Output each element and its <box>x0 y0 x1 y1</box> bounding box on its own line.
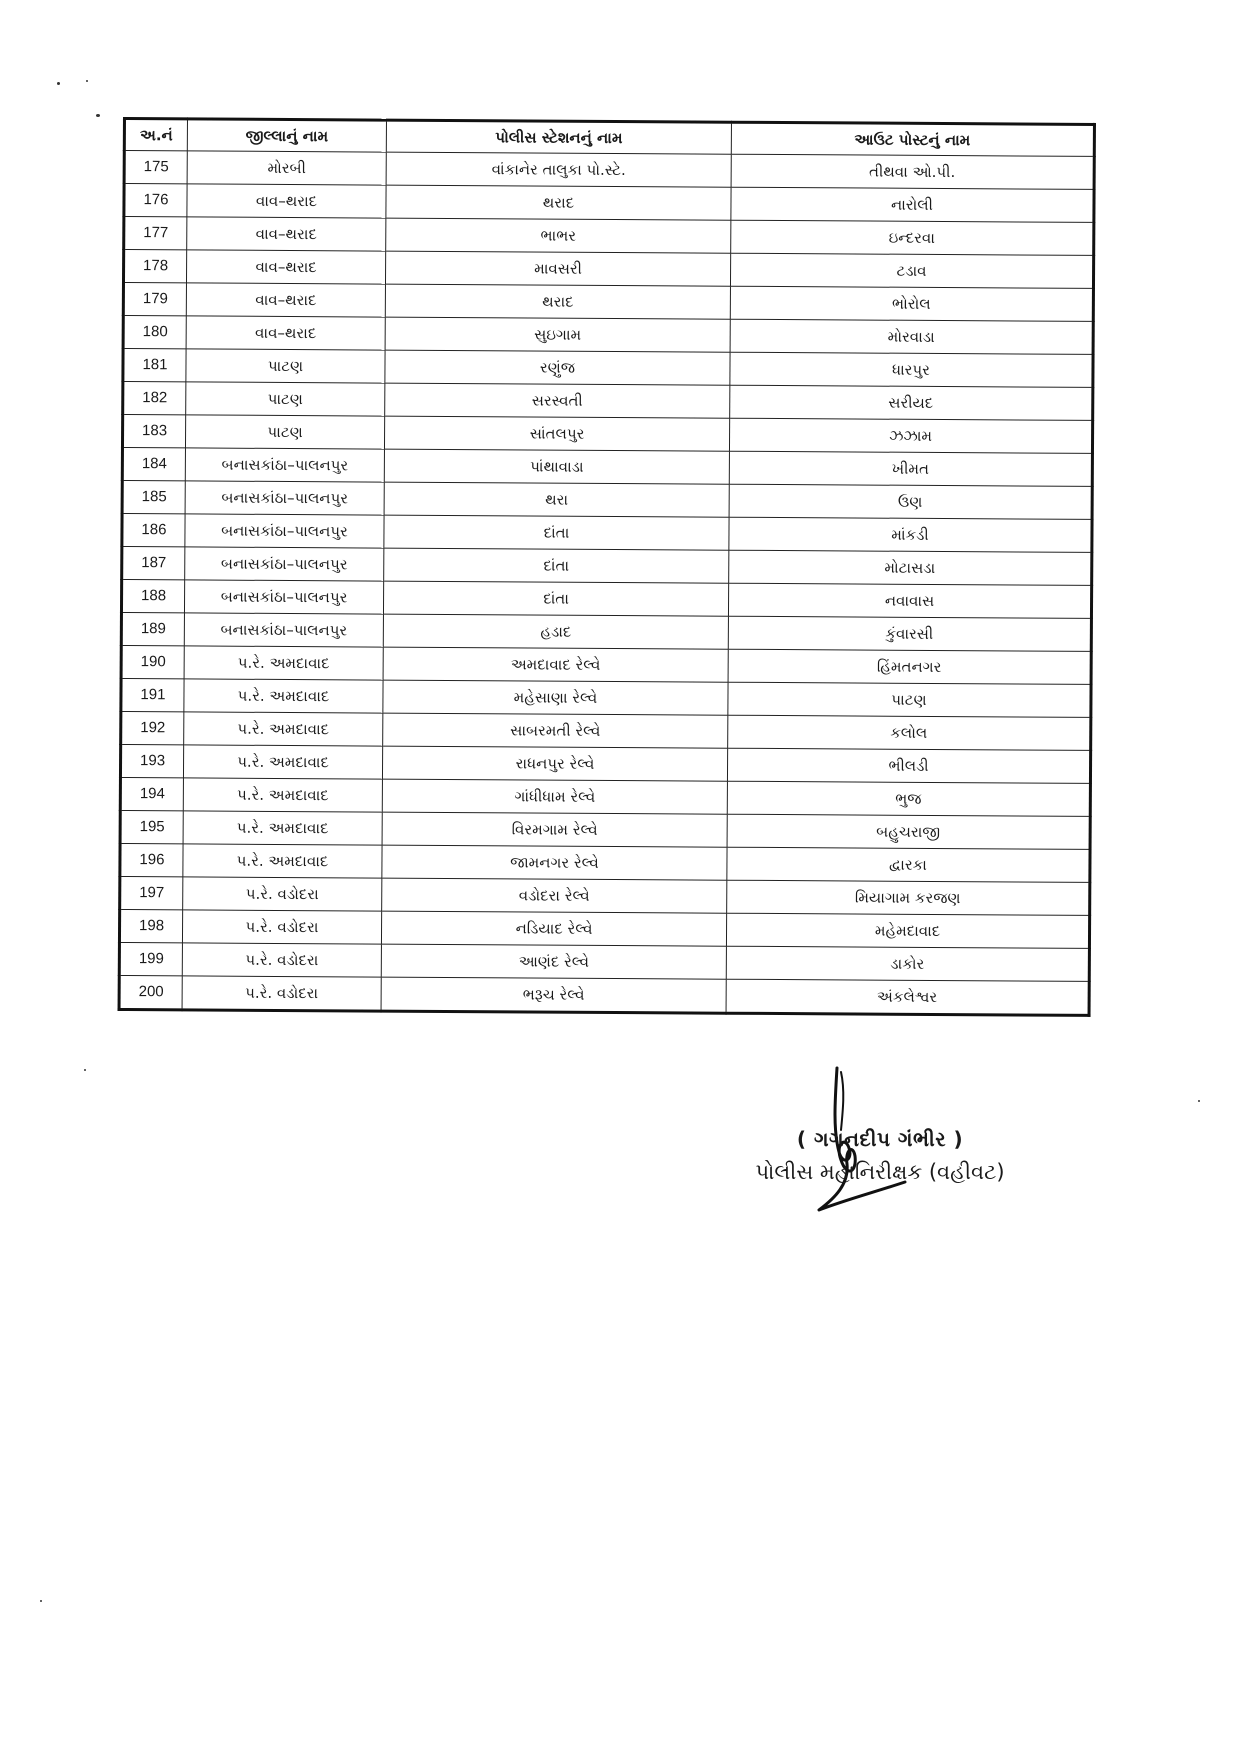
row-police-station: જામનગર રેલ્વે <box>382 845 727 880</box>
row-serial: 180 <box>123 316 186 349</box>
header-police-station: પોલીસ સ્ટેશનનું નામ <box>386 120 731 154</box>
row-outpost: ડાકોર <box>726 946 1089 981</box>
row-district: પ.રે. વડોદરા <box>183 877 382 911</box>
row-serial: 189 <box>121 612 184 645</box>
row-police-station: વડોદરા રેલ્વે <box>382 878 727 913</box>
row-police-station: માવસરી <box>385 251 730 286</box>
signatory-name: ( ગગનદીપ ગંભીર ) <box>796 1127 964 1151</box>
row-outpost: ભુજ <box>727 781 1090 816</box>
row-outpost: બહુચરાજી <box>727 814 1090 849</box>
row-district: પ.રે. અમદાવાદ <box>183 745 382 779</box>
row-serial: 177 <box>124 217 187 250</box>
row-police-station: હડાદ <box>383 614 728 649</box>
row-outpost: કલોલ <box>728 715 1091 750</box>
row-serial: 193 <box>120 744 183 777</box>
header-district: જીલ્લાનું નામ <box>187 119 386 152</box>
row-serial: 190 <box>121 645 184 678</box>
row-police-station: થરાદ <box>385 284 730 319</box>
row-police-station: સરસ્વતી <box>385 383 730 418</box>
row-police-station: ગાંધીધામ રેલ્વે <box>382 779 727 814</box>
row-district: મોરબી <box>187 151 386 185</box>
row-outpost: તીથવા ઓ.પી. <box>731 154 1094 189</box>
scan-speck <box>1198 1100 1200 1102</box>
row-district: બનાસકાંઠા–પાલનપુર <box>184 580 383 614</box>
row-district: બનાસકાંઠા–પાલનપુર <box>185 448 384 482</box>
row-district: બનાસકાંઠા–પાલનપુર <box>185 481 384 515</box>
row-police-station: નડિયાદ રેલ્વે <box>381 911 726 946</box>
row-serial: 187 <box>122 547 185 580</box>
row-district: પ.રે. વડોદરા <box>182 943 381 977</box>
row-police-station: સુઇગામ <box>385 317 730 352</box>
row-district: પ.રે. વડોદરા <box>182 910 381 944</box>
row-outpost: મોરવાડા <box>730 319 1093 354</box>
row-district: પ.રે. અમદાવાદ <box>183 811 382 845</box>
row-outpost: દ્વારકા <box>727 847 1090 882</box>
row-police-station: વિરમગામ રેલ્વે <box>382 812 727 847</box>
row-serial: 199 <box>119 942 182 975</box>
row-district: વાવ–થરાદ <box>187 217 386 251</box>
row-district: બનાસકાંઠા–પાલનપુર <box>185 514 384 548</box>
row-serial: 182 <box>123 382 186 415</box>
row-outpost: મહેમદાવાદ <box>726 913 1089 948</box>
row-police-station: થરા <box>384 482 729 517</box>
row-district: પ.રે. અમદાવાદ <box>184 646 383 680</box>
row-district: પ.રે. અમદાવાદ <box>183 778 382 812</box>
row-outpost: પાટણ <box>728 682 1091 717</box>
row-district: પ.રે. અમદાવાદ <box>184 712 383 746</box>
row-police-station: ભરૂચ રેલ્વે <box>381 977 726 1013</box>
row-outpost: ભીલડી <box>727 748 1090 783</box>
row-police-station: થરાદ <box>386 185 731 220</box>
row-serial: 175 <box>124 151 187 184</box>
row-police-station: વાંકાનેર તાલુકા પો.સ્ટે. <box>386 152 731 187</box>
row-district: પ.રે. અમદાવાદ <box>183 844 382 878</box>
row-police-station: દાંતા <box>384 515 729 550</box>
scan-speck <box>84 1069 86 1071</box>
row-serial: 197 <box>120 876 183 909</box>
row-serial: 185 <box>122 481 185 514</box>
row-serial: 188 <box>121 580 184 613</box>
row-outpost: મોટાસડા <box>729 550 1092 585</box>
scan-speck <box>86 80 88 82</box>
header-outpost: આઉટ પોસ્ટનું નામ <box>731 122 1094 156</box>
table-body <box>119 151 1094 1016</box>
row-district: પાટણ <box>186 382 385 416</box>
row-outpost: નવાવાસ <box>728 583 1091 618</box>
row-outpost: ટડાવ <box>730 253 1093 288</box>
row-district: પ.રે. અમદાવાદ <box>184 679 383 713</box>
row-district: પાટણ <box>185 415 384 449</box>
row-serial: 195 <box>120 810 183 843</box>
row-district: પાટણ <box>186 349 385 383</box>
row-serial: 192 <box>121 711 184 744</box>
row-district: બનાસકાંઠા–પાલનપુર <box>184 613 383 647</box>
outpost-table <box>118 117 1096 1017</box>
row-district: પ.રે. વડોદરા <box>182 976 381 1011</box>
row-outpost: માંકડી <box>729 517 1092 552</box>
row-serial: 198 <box>119 909 182 942</box>
row-police-station: દાંતા <box>384 548 729 583</box>
row-police-station: સાંતલપુર <box>384 416 729 451</box>
row-police-station: દાંતા <box>383 581 728 616</box>
row-police-station: પાંથાવાડા <box>384 449 729 484</box>
row-outpost: અંકલેશ્વર <box>726 979 1089 1015</box>
row-serial: 194 <box>120 777 183 810</box>
row-police-station: સાબરમતી રેલ્વે <box>383 713 728 748</box>
row-district: બનાસકાંઠા–પાલનપુર <box>185 547 384 581</box>
row-district: વાવ–થરાદ <box>186 250 385 284</box>
scan-speck <box>57 82 60 85</box>
row-serial: 183 <box>122 415 185 448</box>
row-district: વાવ–થરાદ <box>186 316 385 350</box>
row-serial: 196 <box>120 843 183 876</box>
row-outpost: મિયાગામ કરજણ <box>727 880 1090 915</box>
row-outpost: ઇન્દરવા <box>731 220 1094 255</box>
row-serial: 191 <box>121 678 184 711</box>
row-outpost: ધારપુર <box>730 352 1093 387</box>
row-outpost: ઝઝામ <box>729 418 1092 453</box>
row-outpost: કુંવારસી <box>728 616 1091 651</box>
row-serial: 178 <box>123 250 186 283</box>
row-district: વાવ–થરાદ <box>186 283 385 317</box>
row-police-station: અમદાવાદ રેલ્વે <box>383 647 728 682</box>
scan-speck <box>40 1600 42 1602</box>
row-outpost: ભોરોલ <box>730 286 1093 321</box>
row-serial: 176 <box>124 184 187 217</box>
row-serial: 186 <box>122 514 185 547</box>
row-police-station: રાધનપુર રેલ્વે <box>382 746 727 781</box>
row-serial: 184 <box>122 448 185 481</box>
row-serial: 200 <box>119 975 182 1009</box>
row-police-station: મહેસાણા રેલ્વે <box>383 680 728 715</box>
row-police-station: આણંદ રેલ્વે <box>381 944 726 979</box>
row-outpost: નારોલી <box>731 187 1094 222</box>
row-outpost: હિંમતનગર <box>728 649 1091 684</box>
scan-speck <box>96 114 100 117</box>
row-outpost: ખીમત <box>729 451 1092 486</box>
row-district: વાવ–થરાદ <box>187 184 386 218</box>
row-police-station: રણુંજ <box>385 350 730 385</box>
header-serial: અ.નં <box>124 119 187 151</box>
row-serial: 179 <box>123 283 186 316</box>
signatory-title: પોલીસ મહાનિરીક્ષક (વહીવટ) <box>755 1160 1005 1184</box>
row-serial: 181 <box>123 349 186 382</box>
row-police-station: ભાભર <box>386 218 731 253</box>
row-outpost: સરીયદ <box>730 385 1093 420</box>
row-outpost: ઉણ <box>729 484 1092 519</box>
signature-block <box>740 1125 1020 1187</box>
table-row <box>119 975 1089 1015</box>
